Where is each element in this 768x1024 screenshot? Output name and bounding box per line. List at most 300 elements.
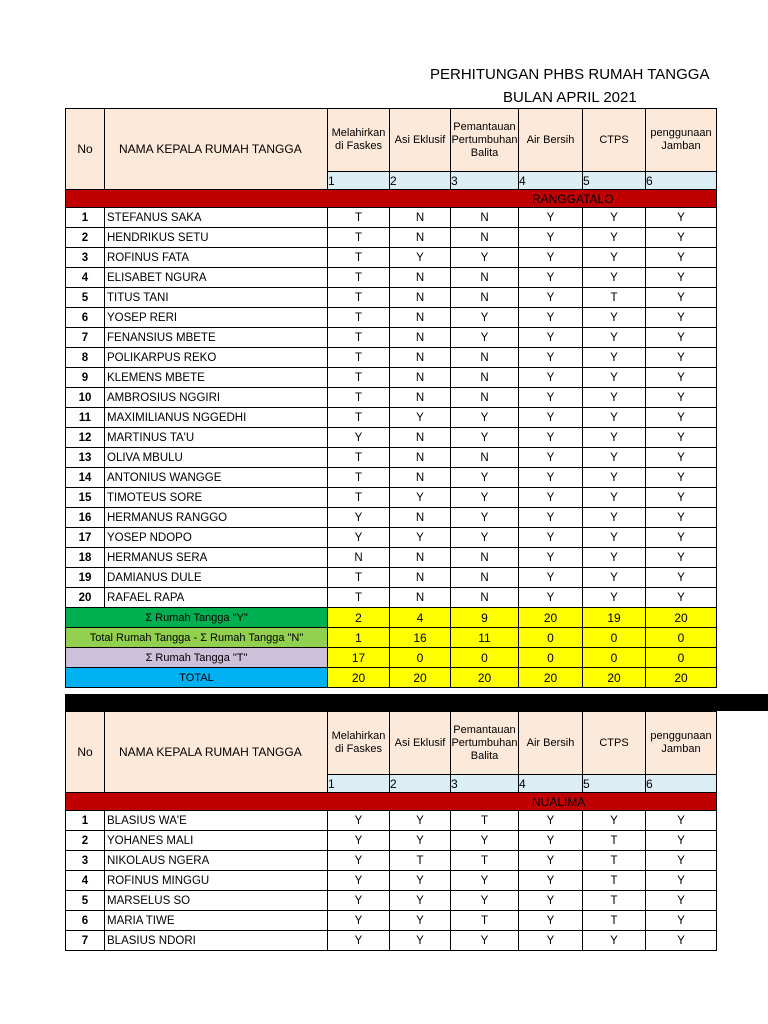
summary-value: 20 [583, 668, 646, 688]
summary-value: 20 [328, 668, 390, 688]
indicator-value: Y [451, 508, 519, 528]
section-bar [66, 793, 717, 811]
indicator-value: Y [390, 528, 451, 548]
header-col-3: Pemantauan Pertumbuhan Balita [451, 712, 519, 775]
indicator-value: N [390, 288, 451, 308]
section-name: NUALIMA [532, 794, 586, 809]
summary-label: Total Rumah Tangga - Σ Rumah Tangga "N" [66, 628, 328, 648]
summary-value: 19 [583, 608, 646, 628]
household-name: HENDRIKUS SETU [105, 228, 328, 248]
header-col-4: Air Bersih [519, 109, 583, 172]
indicator-value: Y [646, 408, 717, 428]
header-col-1: Melahirkan di Faskes [328, 712, 390, 775]
header-col-6: penggunaan Jamban [646, 109, 717, 172]
table-row [66, 288, 717, 308]
summary-value: 0 [519, 628, 583, 648]
header-col-4: Air Bersih [519, 712, 583, 775]
row-number: 13 [66, 448, 105, 468]
indicator-value: Y [328, 428, 390, 448]
row-number: 5 [66, 891, 105, 911]
household-name: MARIA TIWE [105, 911, 328, 931]
table-row [66, 851, 717, 871]
indicator-value: Y [646, 268, 717, 288]
table-row [66, 348, 717, 368]
indicator-value: Y [451, 468, 519, 488]
indicator-value: Y [390, 408, 451, 428]
indicator-value: T [328, 368, 390, 388]
indicator-value: Y [390, 871, 451, 891]
row-number: 2 [66, 228, 105, 248]
column-number: 2 [390, 172, 451, 190]
indicator-value: Y [451, 428, 519, 448]
indicator-value: Y [646, 248, 717, 268]
summary-value: 0 [390, 648, 451, 668]
indicator-value: Y [583, 388, 646, 408]
indicator-value: Y [328, 811, 390, 831]
summary-value: 0 [583, 628, 646, 648]
column-number: 3 [451, 172, 519, 190]
phbs-table-nualima [65, 711, 717, 951]
indicator-value: N [451, 268, 519, 288]
indicator-value: Y [328, 891, 390, 911]
indicator-value: Y [519, 208, 583, 228]
table-row [66, 428, 717, 448]
indicator-value: N [390, 568, 451, 588]
row-number: 3 [66, 851, 105, 871]
indicator-value: Y [451, 528, 519, 548]
table-row [66, 811, 717, 831]
table-row [66, 468, 717, 488]
table-row [66, 408, 717, 428]
indicator-value: Y [583, 508, 646, 528]
summary-value: 16 [390, 628, 451, 648]
indicator-value: Y [451, 308, 519, 328]
indicator-value: Y [519, 348, 583, 368]
indicator-value: Y [519, 468, 583, 488]
table-row [66, 931, 717, 951]
household-name: BLASIUS NDORI [105, 931, 328, 951]
summary-value: 0 [583, 648, 646, 668]
indicator-value: Y [328, 528, 390, 548]
indicator-value: Y [519, 248, 583, 268]
row-number: 3 [66, 248, 105, 268]
indicator-value: N [390, 428, 451, 448]
indicator-value: Y [519, 891, 583, 911]
total-row [66, 668, 717, 688]
indicator-value: N [390, 508, 451, 528]
indicator-value: T [328, 208, 390, 228]
indicator-value: T [328, 588, 390, 608]
indicator-value: N [451, 388, 519, 408]
indicator-value: Y [583, 931, 646, 951]
summary-label: Σ Rumah Tangga "T" [66, 648, 328, 668]
summary-value: 2 [328, 608, 390, 628]
column-number: 4 [519, 775, 583, 793]
row-number: 9 [66, 368, 105, 388]
section-bar-cell [66, 793, 717, 811]
indicator-value: Y [646, 851, 717, 871]
household-name: NIKOLAUS NGERA [105, 851, 328, 871]
row-number: 17 [66, 528, 105, 548]
column-number: 4 [519, 172, 583, 190]
sum-y-row [66, 608, 717, 628]
household-name: MAXIMILIANUS NGGEDHI [105, 408, 328, 428]
indicator-value: Y [646, 568, 717, 588]
indicator-value: Y [583, 328, 646, 348]
indicator-value: T [328, 348, 390, 368]
summary-value: 20 [646, 668, 717, 688]
table-row [66, 228, 717, 248]
indicator-value: N [390, 228, 451, 248]
row-number: 15 [66, 488, 105, 508]
indicator-value: T [583, 831, 646, 851]
table-row [66, 528, 717, 548]
indicator-value: N [390, 208, 451, 228]
indicator-value: Y [646, 931, 717, 951]
summary-value: 20 [390, 668, 451, 688]
summary-value: 0 [646, 648, 717, 668]
household-name: POLIKARPUS REKO [105, 348, 328, 368]
section-divider-bar [65, 694, 768, 711]
household-name: KLEMENS MBETE [105, 368, 328, 388]
indicator-value: Y [646, 348, 717, 368]
indicator-value: T [583, 288, 646, 308]
household-name: DAMIANUS DULE [105, 568, 328, 588]
indicator-value: Y [583, 268, 646, 288]
table-row [66, 368, 717, 388]
header-col-6: penggunaan Jamban [646, 712, 717, 775]
section-bar-cell [66, 190, 717, 208]
indicator-value: Y [519, 428, 583, 448]
row-number: 6 [66, 308, 105, 328]
indicator-value: T [328, 248, 390, 268]
header-name: NAMA KEPALA RUMAH TANGGA [105, 109, 328, 190]
indicator-value: Y [519, 811, 583, 831]
table-row [66, 268, 717, 288]
indicator-value: Y [328, 508, 390, 528]
summary-value: 0 [451, 648, 519, 668]
indicator-value: N [390, 268, 451, 288]
indicator-value: Y [583, 208, 646, 228]
indicator-value: N [451, 568, 519, 588]
indicator-value: Y [646, 831, 717, 851]
indicator-value: T [328, 388, 390, 408]
indicator-value: Y [451, 328, 519, 348]
indicator-value: Y [519, 528, 583, 548]
summary-label: Σ Rumah Tangga "Y" [66, 608, 328, 628]
header-col-2: Asi Eklusif [390, 712, 451, 775]
indicator-value: N [390, 388, 451, 408]
indicator-value: Y [646, 328, 717, 348]
indicator-value: Y [646, 308, 717, 328]
indicator-value: Y [451, 488, 519, 508]
indicator-value: Y [390, 248, 451, 268]
indicator-value: N [451, 588, 519, 608]
indicator-value: Y [519, 831, 583, 851]
indicator-value: Y [390, 891, 451, 911]
indicator-value: Y [328, 931, 390, 951]
row-number: 12 [66, 428, 105, 448]
indicator-value: Y [328, 871, 390, 891]
indicator-value: Y [519, 588, 583, 608]
household-name: ROFINUS FATA [105, 248, 328, 268]
indicator-value: T [583, 891, 646, 911]
indicator-value: Y [451, 831, 519, 851]
household-name: STEFANUS SAKA [105, 208, 328, 228]
sum-t-row [66, 648, 717, 668]
indicator-value: T [328, 228, 390, 248]
indicator-value: Y [583, 368, 646, 388]
indicator-value: Y [646, 588, 717, 608]
table-row [66, 508, 717, 528]
household-name: OLIVA MBULU [105, 448, 328, 468]
table-row [66, 871, 717, 891]
indicator-value: Y [390, 831, 451, 851]
indicator-value: T [328, 468, 390, 488]
row-number: 19 [66, 568, 105, 588]
indicator-value: Y [583, 811, 646, 831]
section-bar [66, 190, 717, 208]
row-number: 6 [66, 911, 105, 931]
table-row [66, 548, 717, 568]
household-name: AMBROSIUS NGGIRI [105, 388, 328, 408]
indicator-value: Y [519, 568, 583, 588]
household-name: RAFAEL RAPA [105, 588, 328, 608]
row-number: 14 [66, 468, 105, 488]
indicator-value: Y [583, 428, 646, 448]
header-col-2: Asi Eklusif [390, 109, 451, 172]
summary-value: 9 [451, 608, 519, 628]
household-name: YOSEP NDOPO [105, 528, 328, 548]
report-title: PERHITUNGAN PHBS RUMAH TANGGA [430, 66, 710, 83]
column-number: 5 [583, 775, 646, 793]
indicator-value: N [451, 368, 519, 388]
indicator-value: Y [519, 851, 583, 871]
household-name: TITUS TANI [105, 288, 328, 308]
indicator-value: Y [519, 488, 583, 508]
section-name: RANGGATALO [532, 191, 614, 206]
indicator-value: Y [519, 911, 583, 931]
indicator-value: Y [583, 308, 646, 328]
indicator-value: Y [583, 568, 646, 588]
indicator-value: T [328, 288, 390, 308]
column-number: 6 [646, 775, 717, 793]
indicator-value: Y [519, 268, 583, 288]
table-row [66, 388, 717, 408]
indicator-value: Y [390, 931, 451, 951]
indicator-value: N [328, 548, 390, 568]
indicator-value: T [328, 448, 390, 468]
indicator-value: Y [390, 911, 451, 931]
column-number: 2 [390, 775, 451, 793]
table-row [66, 831, 717, 851]
indicator-value: T [328, 268, 390, 288]
summary-value: 0 [646, 628, 717, 648]
indicator-value: Y [646, 488, 717, 508]
indicator-value: Y [451, 408, 519, 428]
header-col-3: Pemantauan Pertumbuhan Balita [451, 109, 519, 172]
row-number: 20 [66, 588, 105, 608]
indicator-value: Y [646, 548, 717, 568]
indicator-value: Y [519, 931, 583, 951]
indicator-value: Y [328, 911, 390, 931]
indicator-value: Y [519, 448, 583, 468]
table-row [66, 448, 717, 468]
summary-value: 0 [519, 648, 583, 668]
household-name: MARSELUS SO [105, 891, 328, 911]
household-name: FENANSIUS MBETE [105, 328, 328, 348]
indicator-value: Y [583, 548, 646, 568]
summary-value: 20 [519, 668, 583, 688]
summary-label: TOTAL [66, 668, 328, 688]
indicator-value: N [390, 548, 451, 568]
table-row [66, 488, 717, 508]
indicator-value: Y [519, 508, 583, 528]
column-number: 6 [646, 172, 717, 190]
report-subtitle: BULAN APRIL 2021 [503, 89, 637, 106]
indicator-value: Y [451, 871, 519, 891]
indicator-value: N [390, 368, 451, 388]
indicator-value: N [390, 348, 451, 368]
indicator-value: Y [519, 548, 583, 568]
row-number: 10 [66, 388, 105, 408]
header-no: No [66, 109, 105, 190]
summary-value: 17 [328, 648, 390, 668]
indicator-value: Y [519, 871, 583, 891]
indicator-value: Y [646, 528, 717, 548]
header-col-5: CTPS [583, 712, 646, 775]
indicator-value: T [451, 911, 519, 931]
indicator-value: Y [646, 228, 717, 248]
indicator-value: T [451, 811, 519, 831]
header-row [66, 109, 717, 172]
indicator-value: Y [519, 388, 583, 408]
indicator-value: Y [646, 891, 717, 911]
indicator-value: N [390, 588, 451, 608]
table-row [66, 911, 717, 931]
household-name: ANTONIUS WANGGE [105, 468, 328, 488]
row-number: 5 [66, 288, 105, 308]
indicator-value: Y [328, 831, 390, 851]
indicator-value: Y [646, 388, 717, 408]
household-name: HERMANUS RANGGO [105, 508, 328, 528]
indicator-value: Y [646, 811, 717, 831]
indicator-value: Y [583, 588, 646, 608]
household-name: ELISABET NGURA [105, 268, 328, 288]
indicator-value: Y [583, 228, 646, 248]
table-row [66, 308, 717, 328]
indicator-value: Y [328, 851, 390, 871]
row-number: 11 [66, 408, 105, 428]
indicator-value: Y [451, 931, 519, 951]
indicator-value: Y [583, 488, 646, 508]
indicator-value: Y [519, 368, 583, 388]
table-row [66, 328, 717, 348]
indicator-value: Y [583, 468, 646, 488]
indicator-value: N [451, 228, 519, 248]
row-number: 7 [66, 931, 105, 951]
indicator-value: Y [583, 408, 646, 428]
household-name: TIMOTEUS SORE [105, 488, 328, 508]
column-number: 5 [583, 172, 646, 190]
column-number: 1 [328, 172, 390, 190]
indicator-value: N [451, 548, 519, 568]
summary-value: 4 [390, 608, 451, 628]
table-row [66, 568, 717, 588]
household-name: HERMANUS SERA [105, 548, 328, 568]
row-number: 2 [66, 831, 105, 851]
summary-value: 20 [646, 608, 717, 628]
indicator-value: N [390, 308, 451, 328]
indicator-value: N [451, 288, 519, 308]
header-row [66, 712, 717, 775]
header-col-1: Melahirkan di Faskes [328, 109, 390, 172]
row-number: 18 [66, 548, 105, 568]
table-row [66, 891, 717, 911]
indicator-value: Y [519, 408, 583, 428]
household-name: YOHANES MALI [105, 831, 328, 851]
header-name: NAMA KEPALA RUMAH TANGGA [105, 712, 328, 793]
indicator-value: Y [390, 811, 451, 831]
indicator-value: Y [390, 488, 451, 508]
indicator-value: Y [646, 428, 717, 448]
household-name: YOSEP RERI [105, 308, 328, 328]
column-number: 3 [451, 775, 519, 793]
indicator-value: T [328, 488, 390, 508]
indicator-value: N [390, 448, 451, 468]
indicator-value: Y [451, 891, 519, 911]
header-col-5: CTPS [583, 109, 646, 172]
household-name: ROFINUS MINGGU [105, 871, 328, 891]
summary-value: 20 [519, 608, 583, 628]
indicator-value: T [451, 851, 519, 871]
indicator-value: N [390, 328, 451, 348]
indicator-value: Y [583, 528, 646, 548]
indicator-value: T [583, 911, 646, 931]
row-number: 4 [66, 871, 105, 891]
indicator-value: Y [583, 348, 646, 368]
row-number: 1 [66, 208, 105, 228]
table-row [66, 588, 717, 608]
summary-value: 11 [451, 628, 519, 648]
indicator-value: Y [519, 228, 583, 248]
indicator-value: Y [583, 448, 646, 468]
row-number: 16 [66, 508, 105, 528]
indicator-value: N [390, 468, 451, 488]
row-number: 7 [66, 328, 105, 348]
table-row [66, 248, 717, 268]
row-number: 8 [66, 348, 105, 368]
indicator-value: Y [583, 248, 646, 268]
header-no: No [66, 712, 105, 793]
indicator-value: Y [646, 508, 717, 528]
indicator-value: T [390, 851, 451, 871]
indicator-value: Y [646, 871, 717, 891]
indicator-value: Y [646, 911, 717, 931]
household-name: BLASIUS WA'E [105, 811, 328, 831]
indicator-value: T [328, 328, 390, 348]
indicator-value: Y [519, 308, 583, 328]
column-number: 1 [328, 775, 390, 793]
indicator-value: Y [646, 448, 717, 468]
row-number: 4 [66, 268, 105, 288]
indicator-value: T [583, 851, 646, 871]
indicator-value: N [451, 348, 519, 368]
indicator-value: Y [646, 368, 717, 388]
indicator-value: Y [646, 288, 717, 308]
indicator-value: Y [646, 208, 717, 228]
household-name: MARTINUS TA'U [105, 428, 328, 448]
